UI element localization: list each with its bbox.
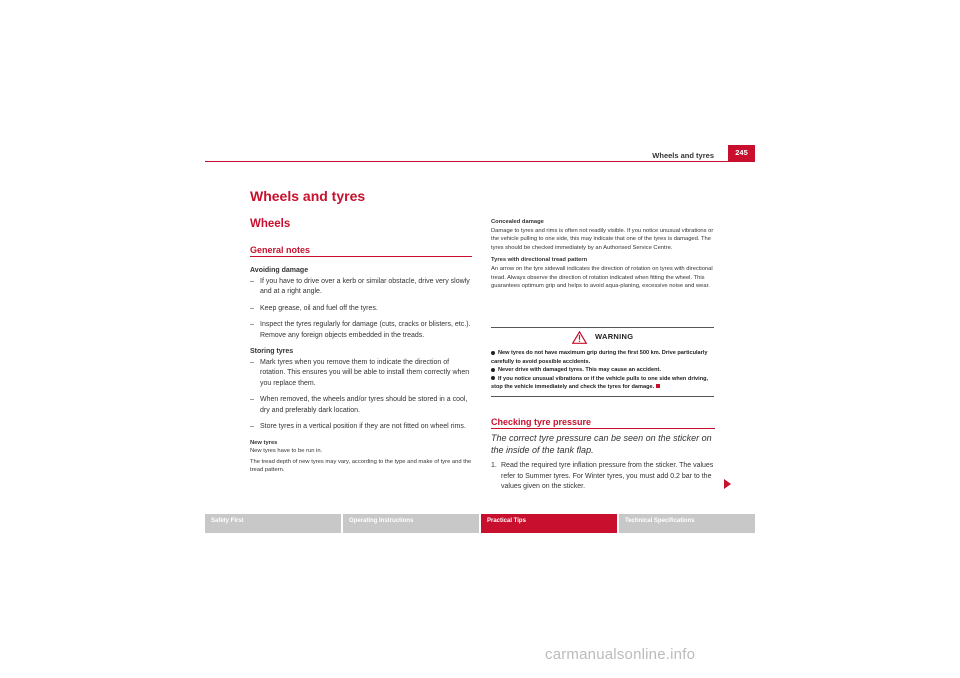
list-item: – Mark tyres when you remove them to indicate the direction of rotation. This ensures you will be able to install them correctly when you replace them. <box>250 358 472 390</box>
bullet-icon <box>491 376 495 380</box>
list-item: – If you have to drive over a kerb or similar obstacle, drive very slowly and at a right angle. <box>250 277 472 298</box>
warning-title: WARNING <box>595 332 634 341</box>
list-item: – Inspect the tyres regularly for damage (cuts, cracks or blisters, etc.). Remove any foreign objects embedded in the treads. <box>250 320 472 341</box>
step-item <box>491 461 715 493</box>
tab-operating-instructions[interactable]: Operating Instructions <box>343 514 479 533</box>
warning-box <box>491 327 714 397</box>
end-of-section-icon <box>656 384 660 388</box>
list-item: – Store tyres in a vertical position if they are not fitted on wheel rims. <box>250 422 472 433</box>
avoiding-damage-heading: Avoiding damage <box>250 267 309 274</box>
bullet-icon <box>491 368 495 372</box>
directional-tread-heading: Tyres with directional tread pattern <box>491 257 588 264</box>
warning-item: New tyres do not have maximum grip during the first 500 km. Drive particularly carefully to avoid possible accidents. <box>491 350 708 365</box>
left-column <box>250 266 472 475</box>
section-title: Wheels <box>250 218 291 230</box>
steps-list <box>491 461 715 493</box>
new-tyres-text-2: The tread depth of new tyres may vary, according to the type and make of tyre and the tread pattern. <box>250 458 472 474</box>
new-tyres-heading: New tyres <box>250 439 278 446</box>
general-notes-heading: General notes <box>250 245 311 255</box>
new-tyres-text: New tyres have to be run in. <box>250 448 323 455</box>
continue-arrow-icon <box>724 479 731 489</box>
watermark: carmanualsonline.info <box>545 646 696 663</box>
list-item: – When removed, the wheels and/or tyres should be stored in a cool, dry and preferably dark location. <box>250 395 472 416</box>
tyre-pressure-heading: Checking tyre pressure <box>491 417 592 427</box>
concealed-damage-heading: Concealed damage <box>491 219 544 225</box>
warning-item: If you notice unusual vibrations or if the vehicle pulls to one side when driving, stop the vehicle immediately and check the tyres for damage. <box>491 375 709 391</box>
tab-safety-first[interactable]: Safety First <box>205 514 341 533</box>
warning-item: Never drive with damaged tyres. This may cause an accident. <box>491 366 714 375</box>
page-number: 245 <box>728 145 755 161</box>
general-notes-rule <box>250 256 472 257</box>
step-text: Read the required tyre inflation pressure from the sticker. The values refer to Summer tyres. For Winter tyres, you must add 0.2 bar to the values given on the sticker. <box>501 462 714 490</box>
tyre-pressure-rule <box>491 428 715 429</box>
chapter-title: Wheels and tyres <box>250 188 366 204</box>
header-rule <box>205 161 755 162</box>
running-header-title: Wheels and tyres <box>652 151 714 160</box>
bullet-icon <box>491 351 495 355</box>
step-number: 1. <box>491 462 497 469</box>
storing-tyres-heading: Storing tyres <box>250 348 294 355</box>
tab-technical-specifications[interactable]: Technical Specifications <box>619 514 755 533</box>
tyre-pressure-intro: The correct tyre pressure can be seen on the sticker on the inside of the tank flap. <box>491 433 712 455</box>
right-column-top <box>491 218 715 291</box>
directional-tread-text: An arrow on the tyre sidewall indicates the direction of rotation on tyres with directional tread. Always observe the direction of rotation indicated when fitting the wheel. This guarantees optimum grip and helps to avoid aqua-planing, excessive noise and wear. <box>491 265 713 290</box>
concealed-damage-text: Damage to tyres and rims is often not readily visible. If you notice unusual vibrations or the vehicle pulling to one side, this may indicate that one of the tyres is damaged. The tyres should be checked immediately by an Authorised Service Centre. <box>491 227 714 251</box>
tab-practical-tips[interactable]: Practical Tips <box>481 514 617 533</box>
list-item: – Keep grease, oil and fuel off the tyres. <box>250 304 472 315</box>
warning-triangle-icon <box>572 331 587 344</box>
